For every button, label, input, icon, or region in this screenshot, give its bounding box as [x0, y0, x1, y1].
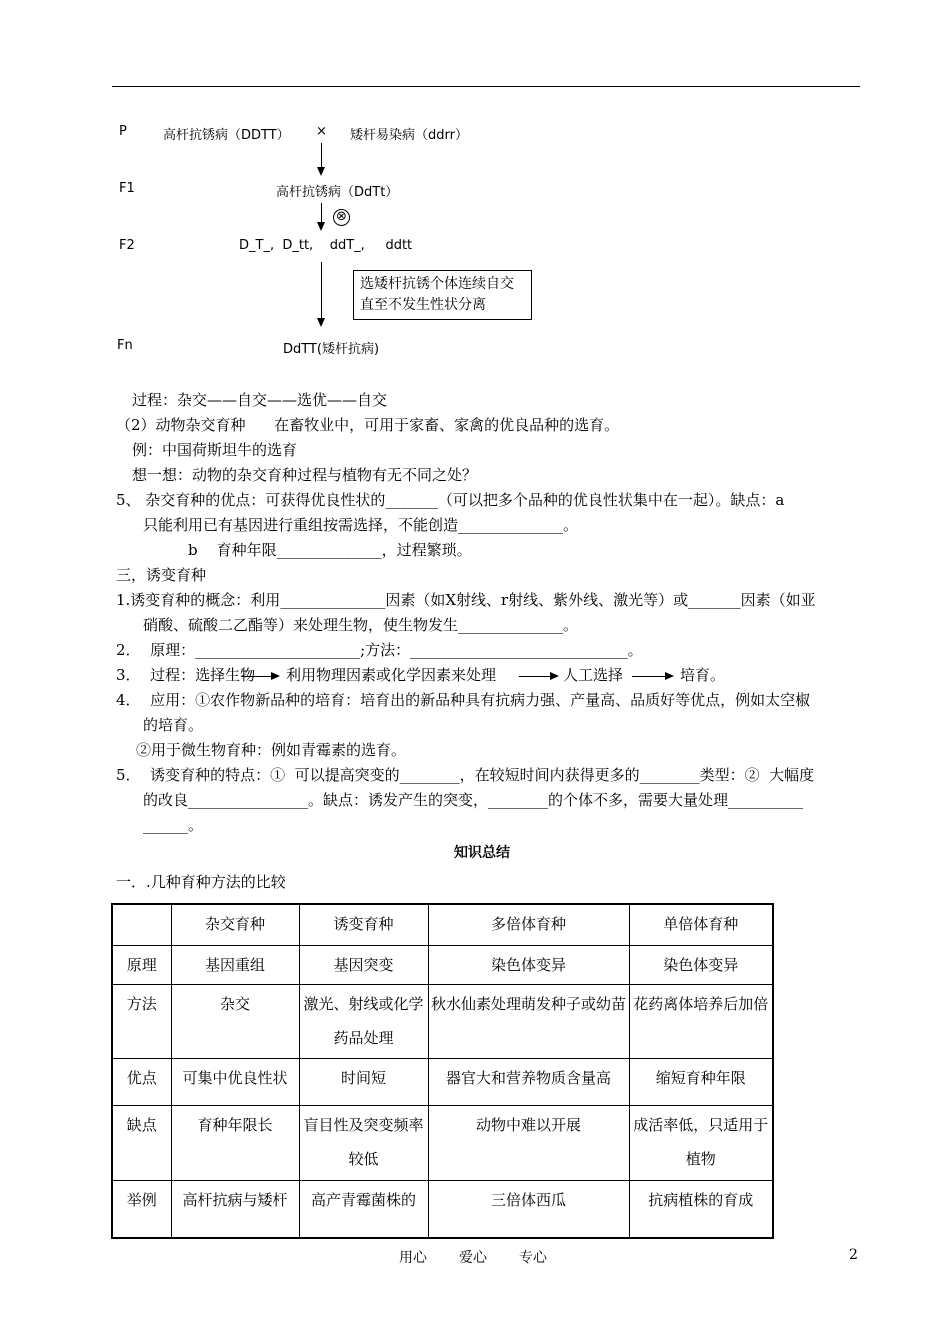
table-cell: 抗病植株的育成 — [629, 1180, 773, 1238]
footer-motto-3: 专心 — [519, 1250, 547, 1266]
animal-breeding-line: （2）动物杂交育种 在畜牧业中，可用于家畜、家禽的优良品种的选育。 — [116, 416, 620, 434]
process-arrow-3 — [632, 676, 672, 677]
arrow-shaft-3 — [321, 262, 322, 320]
fn-label: Fn — [117, 338, 133, 353]
application-line-3: ②用于微生物育种：例如青霉素的选育。 — [136, 741, 407, 759]
concept-line-2: 硝酸、硫酸二乙酯等）来处理生物，使生物发生______________。 — [143, 616, 579, 634]
selection-note-box — [353, 270, 532, 320]
table-row — [112, 984, 773, 1058]
process-arrow-2 — [519, 676, 557, 677]
table-cell: 可集中优良性状 — [171, 1058, 299, 1105]
header-cell: 诱变育种 — [299, 904, 428, 945]
row-label: 举例 — [112, 1180, 171, 1238]
comparison-table — [111, 903, 774, 1239]
header-cell: 单倍体育种 — [629, 904, 773, 945]
arrow-shaft-2 — [321, 203, 322, 223]
disadvantage-a-line: 只能利用已有基因进行重组按需选择，不能创造______________。 — [143, 516, 579, 534]
fn-text: DdTT(矮杆抗病) — [283, 342, 380, 357]
application-line: 4． 应用：①农作物新品种的培育：培育出的新品种具有抗病力强、产量高、品质好等优点，例如太空椒 — [116, 691, 811, 709]
footer-motto-1: 用心 — [399, 1250, 427, 1266]
table-row — [112, 945, 773, 984]
features-line-3: ______。 — [143, 816, 204, 834]
table-cell: 时间短 — [299, 1058, 428, 1105]
table-cell: 秋水仙素处理萌发种子或幼苗 — [428, 984, 629, 1058]
table-row — [112, 1058, 773, 1105]
arrow-head-2 — [317, 222, 325, 231]
table-cell: 染色体变异 — [428, 945, 629, 984]
table-cell: 缩短育种年限 — [629, 1058, 773, 1105]
row-label: 缺点 — [112, 1105, 171, 1180]
p-label: P — [119, 124, 127, 139]
application-line-2: 的培育。 — [143, 716, 204, 734]
process-step-4: 培育。 — [680, 666, 726, 684]
process-line: 过程：杂交——自交——选优——自交 — [132, 391, 388, 409]
features-line: 5． 诱变育种的特点：① 可以提高突变的________，在较短时间内获得更多的________类型：② 大幅度 — [116, 766, 815, 784]
self-cross-icon: ⊗ — [333, 209, 350, 226]
row-label: 原理 — [112, 945, 171, 984]
table-row — [112, 1105, 773, 1180]
f1-text: 高杆抗锈病（DdTt） — [276, 185, 399, 200]
table-cell: 染色体变异 — [629, 945, 773, 984]
table-row — [112, 1180, 773, 1238]
p-parent2: 矮杆易染病（ddrr） — [350, 128, 468, 143]
process-step-1: 3． 过程：选择生物 — [116, 666, 256, 684]
table-cell: 三倍体西瓜 — [428, 1180, 629, 1238]
arrow-head-3 — [317, 318, 325, 327]
f2-text: D_T_, D_tt, ddT_, ddtt — [239, 238, 413, 253]
concept-line: 1.诱变育种的概念：利用______________因素（如X射线、r射线、紫外线、激光等）或_______因素（如亚 — [116, 591, 816, 609]
section-mutation-heading: 三，诱变育种 — [116, 566, 207, 584]
arrow-shaft-1 — [321, 143, 322, 169]
table-cell: 育种年限长 — [171, 1105, 299, 1180]
features-line-2: 的改良________________。缺点：诱发产生的突变，________的个体不多，需要大量处理__________ — [143, 791, 804, 809]
row-label: 方法 — [112, 984, 171, 1058]
box-line-1: 选矮杆抗锈个体连续自交 — [360, 276, 514, 292]
table-cell: 器官大和营养物质含量高 — [428, 1058, 629, 1105]
row-label: 优点 — [112, 1058, 171, 1105]
f1-label: F1 — [119, 181, 135, 196]
header-cell: 多倍体育种 — [428, 904, 629, 945]
table-header-row — [112, 904, 773, 945]
process-step-2: 利用物理因素或化学因素来处理 — [286, 666, 497, 684]
header-cell: 杂交育种 — [171, 904, 299, 945]
table-cell: 成活率低，只适用于植物 — [629, 1105, 773, 1180]
principle-line: 2． 原理：______________________;方法：_____________________________。 — [116, 641, 643, 659]
disadvantage-b-line: b 育种年限______________，过程繁琐。 — [188, 541, 472, 559]
table-cell: 盲目性及突变频率较低 — [299, 1105, 428, 1180]
example-line: 例：中国荷斯坦牛的选育 — [132, 441, 298, 459]
f2-label: F2 — [119, 238, 135, 253]
table-cell: 动物中难以开展 — [428, 1105, 629, 1180]
table-cell: 基因突变 — [299, 945, 428, 984]
table-cell: 花药离体培养后加倍 — [629, 984, 773, 1058]
think-line: 想一想：动物的杂交育种过程与植物有无不同之处？ — [132, 466, 478, 484]
process-step-3: 人工选择 — [563, 666, 624, 684]
p-parent1: 高杆抗锈病（DDTT） — [163, 128, 290, 143]
header-rule — [112, 86, 860, 87]
table-cell: 基因重组 — [171, 945, 299, 984]
advantages-line: 5、 杂交育种的优点：可获得优良性状的_______（可以把多个品种的优良性状集中在一起）。缺点：a — [116, 491, 785, 509]
box-line-2: 直至不发生性状分离 — [360, 297, 486, 313]
footer-motto-2: 爱心 — [459, 1250, 487, 1266]
page-number: 2 — [849, 1247, 858, 1263]
table-cell: 杂交 — [171, 984, 299, 1058]
process-arrow-1 — [242, 676, 278, 677]
cross-symbol: × — [316, 124, 327, 139]
header-cell — [112, 904, 171, 945]
summary-title: 知识总结 — [454, 845, 510, 861]
table-cell: 高产青霉菌株的 — [299, 1180, 428, 1238]
table-heading: 一．.几种育种方法的比较 — [116, 873, 286, 891]
arrow-head-1 — [317, 167, 325, 176]
table-cell: 高杆抗病与矮杆 — [171, 1180, 299, 1238]
table-cell: 激光、射线或化学药品处理 — [299, 984, 428, 1058]
